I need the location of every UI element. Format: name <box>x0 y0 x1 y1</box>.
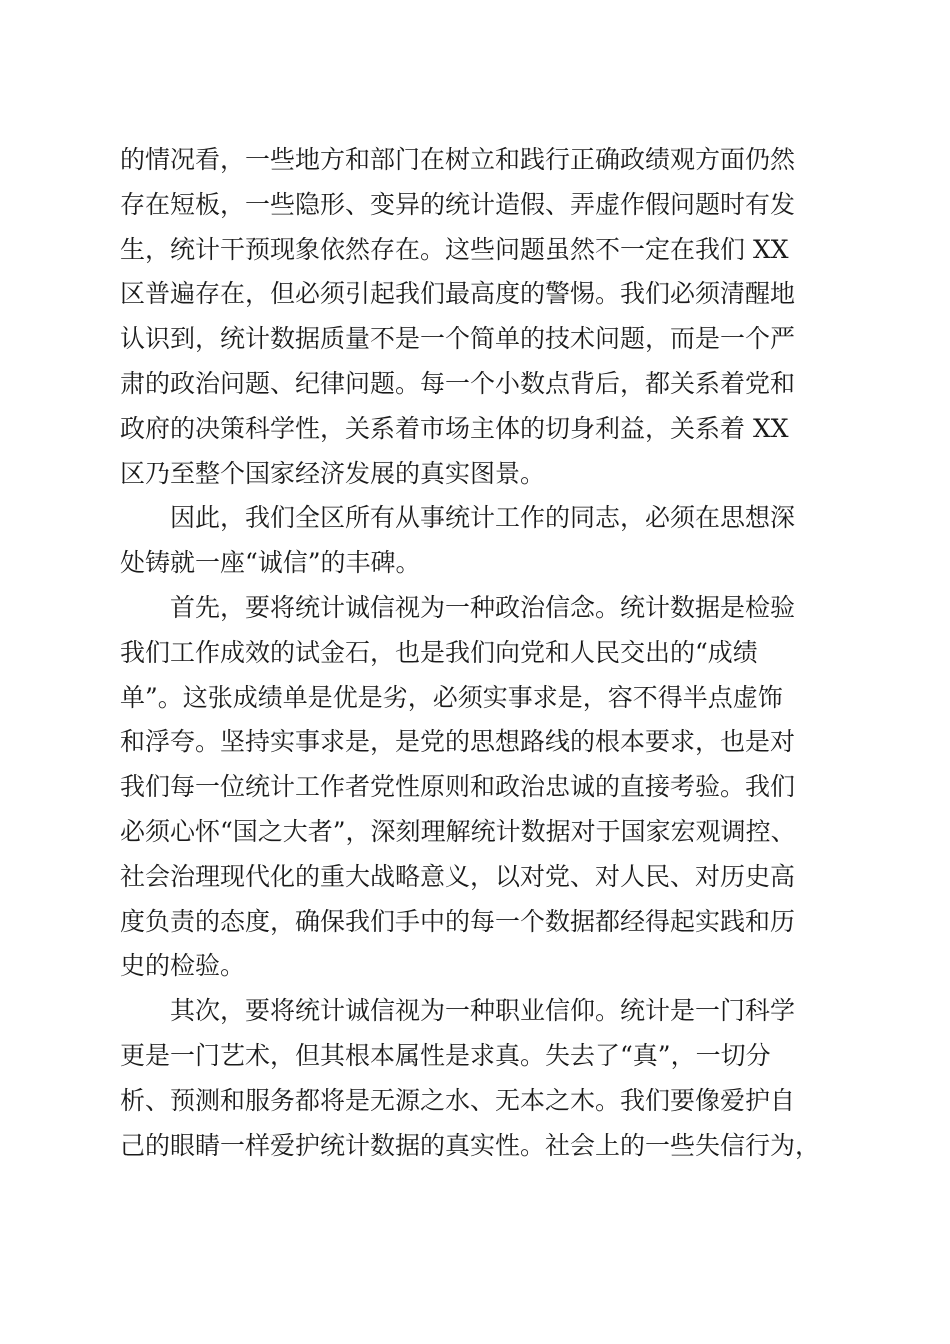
text-line: 度负责的态度，确保我们手中的每一个数据都经得起实践和历 <box>120 906 796 936</box>
text-line: 因此，我们全区所有从事统计工作的同志，必须在思想深 <box>170 503 796 533</box>
text-line: 我们工作成效的试金石，也是我们向党和人民交出的“成绩 <box>120 637 758 667</box>
text-line: 社会治理现代化的重大战略意义，以对党、对人民、对历史高 <box>120 861 796 891</box>
text-line: 政府的决策科学性，关系着市场主体的切身利益，关系着 XX <box>120 413 789 443</box>
paragraph-1 <box>120 138 832 496</box>
text-line: 区乃至整个国家经济发展的真实图景。 <box>120 458 546 488</box>
text-line: 首先，要将统计诚信视为一种政治信念。统计数据是检验 <box>170 592 796 622</box>
text-line: 的情况看，一些地方和部门在树立和践行正确政绩观方面仍然 <box>120 145 796 174</box>
paragraph-4 <box>120 989 832 1168</box>
text-line: 和浮夸。坚持实事求是，是党的思想路线的根本要求，也是对 <box>120 727 796 757</box>
text-line: 认识到，统计数据质量不是一个简单的技术问题，而是一个严 <box>120 324 796 354</box>
text-line: 生，统计干预现象依然存在。这些问题虽然不一定在我们 XX <box>120 234 789 264</box>
text-line: 必须心怀“国之大者”，深刻理解统计数据对于国家宏观调控、 <box>120 816 796 846</box>
text-line: 单”。这张成绩单是优是劣，必须实事求是，容不得半点虚饰 <box>120 682 783 712</box>
text-line: 存在短板，一些隐形、变异的统计造假、弄虚作假问题时有发 <box>120 189 796 219</box>
paragraph-3 <box>120 586 832 989</box>
text-line: 史的检验。 <box>120 951 246 981</box>
text-line: 析、预测和服务都将是无源之水、无本之木。我们要像爱护自 <box>120 1085 796 1115</box>
text-line: 更是一门艺术，但其根本属性是求真。失去了“真”，一切分 <box>120 1040 771 1070</box>
body-text <box>120 138 832 1168</box>
text-line: 我们每一位统计工作者党性原则和政治忠诚的直接考验。我们 <box>120 772 796 802</box>
text-line: 处铸就一座“诚信”的丰碑。 <box>120 548 421 578</box>
text-line: 区普遍存在，但必须引起我们最高度的警惕。我们必须清醒地 <box>120 279 796 309</box>
text-line: 肃的政治问题、纪律问题。每一个小数点背后，都关系着党和 <box>120 368 796 398</box>
paragraph-2 <box>120 496 832 586</box>
text-line: 己的眼睛一样爱护统计数据的真实性。社会上的一些失信行为， <box>120 1130 821 1160</box>
text-line: 其次，要将统计诚信视为一种职业信仰。统计是一门科学 <box>170 996 796 1026</box>
